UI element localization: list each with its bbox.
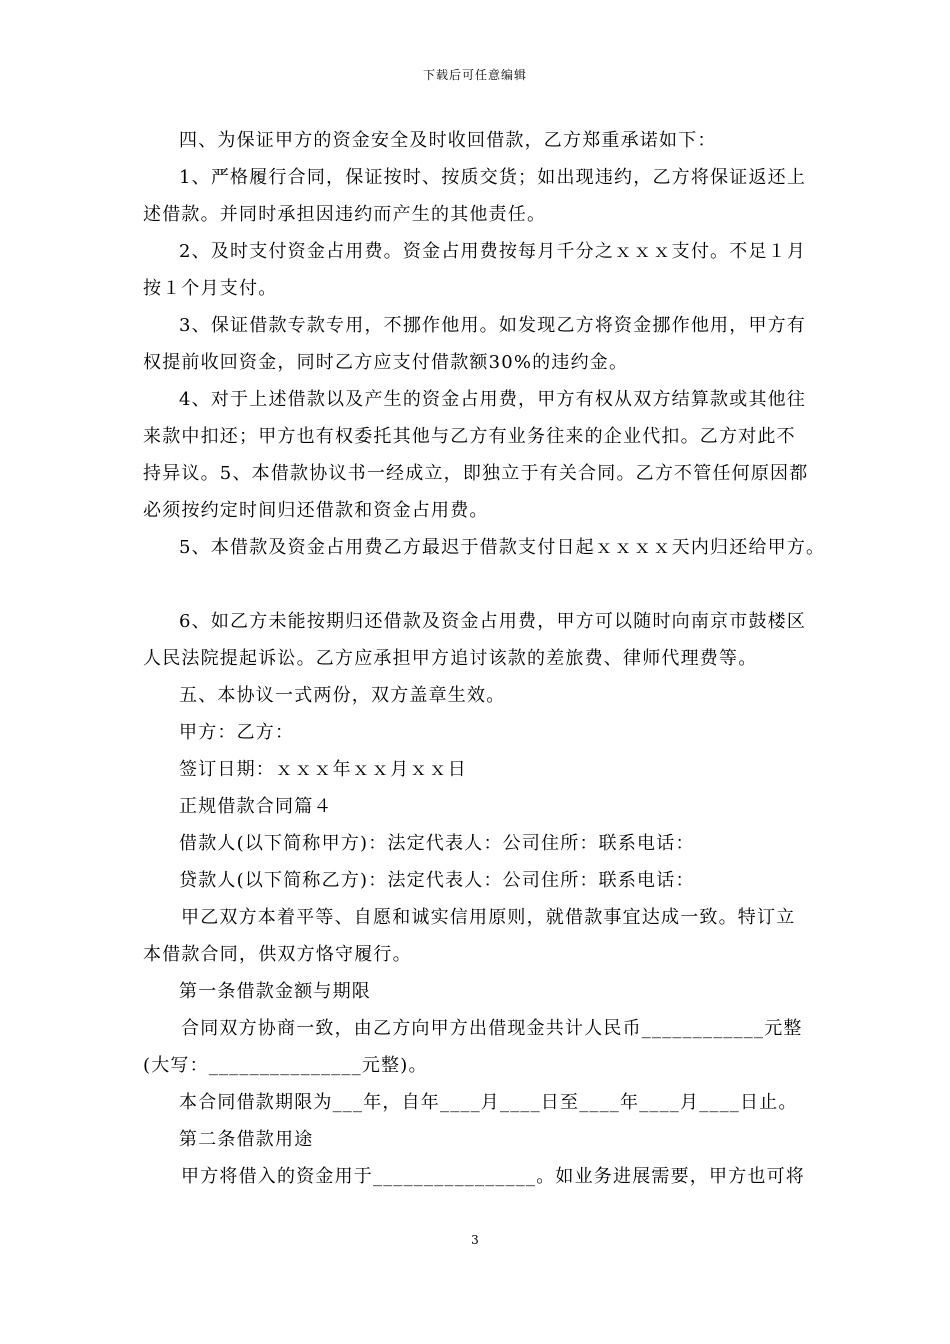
- paragraph-line: 本借款合同，供双方恪守履行。: [143, 944, 412, 965]
- article-heading: 第二条借款用途: [179, 1129, 314, 1150]
- paragraph-line: 合同双方协商一致，由乙方向甲方出借现金共计人民币____________元整: [181, 1018, 803, 1039]
- paragraph-line: 签订日期：ｘｘｘ年ｘｘ月ｘｘ日: [179, 759, 467, 780]
- paragraph-line: 甲方将借入的资金用于________________。如业务进展需要，甲方也可将: [181, 1166, 805, 1187]
- paragraph-line: 6、如乙方未能按期归还借款及资金占用费，甲方可以随时向南京市鼓楼区: [179, 611, 807, 632]
- paragraph-line: 贷款人(以下简称乙方)：法定代表人：公司住所：联系电话：: [179, 870, 695, 891]
- paragraph-line: 来款中扣还；甲方也有权委托其他与乙方有业务往来的企业代扣。乙方对此不: [143, 426, 796, 447]
- page-number: 3: [471, 1233, 479, 1247]
- paragraph-line: 四、为保证甲方的资金安全及时收回借款，乙方郑重承诺如下：: [179, 130, 717, 151]
- paragraph-line: 本合同借款期限为___年，自年____月____日至____年____月____日止。: [179, 1092, 798, 1113]
- paragraph-spacer: [143, 566, 815, 603]
- paragraph-line: 持异议。5、本借款协议书一经成立，即独立于有关合同。乙方不管任何原因都: [143, 463, 809, 484]
- paragraph-line: 甲方：乙方：: [179, 722, 295, 743]
- article-heading: 第一条借款金额与期限: [179, 981, 371, 1002]
- paragraph-line: 甲乙双方本着平等、自愿和诚实信用原则，就借款事宜达成一致。特订立: [181, 907, 796, 928]
- page-header: 下载后可任意编辑: [422, 68, 527, 82]
- paragraph-line: 5、本借款及资金占用费乙方最迟于借款支付日起ｘｘｘｘ天内归还给甲方。: [179, 537, 826, 558]
- document-body: [143, 122, 826, 1195]
- paragraph-line: 权提前收回资金，同时乙方应支付借款额30%的违约金。: [143, 352, 629, 373]
- paragraph-line: 人民法院提起诉讼。乙方应承担甲方追讨该款的差旅费、律师代理费等。: [143, 648, 758, 669]
- paragraph-line: 述借款。并同时承担因违约而产生的其他责任。: [143, 204, 547, 225]
- paragraph-line: 3、保证借款专款专用，不挪作他用。如发现乙方将资金挪作他用，甲方有: [179, 315, 807, 336]
- paragraph-line: 1、严格履行合同，保证按时、按质交货；如出现违约，乙方将保证返还上: [179, 167, 807, 188]
- paragraph-line: 按１个月支付。: [143, 278, 278, 299]
- paragraph-line: 借款人(以下简称甲方)：法定代表人：公司住所：联系电话：: [179, 833, 695, 854]
- paragraph-line: 2、及时支付资金占用费。资金占用费按每月千分之ｘｘｘ支付。不足１月: [179, 241, 807, 262]
- paragraph-line: 五、本协议一式两份，双方盖章生效。: [179, 685, 506, 706]
- paragraph-line: 4、对于上述借款以及产生的资金占用费，甲方有权从双方结算款或其他往: [179, 389, 807, 410]
- paragraph-line: (大写：_______________元整)。: [143, 1055, 428, 1076]
- paragraph-line: 必须按约定时间归还借款和资金占用费。: [143, 500, 489, 521]
- section-title: 正规借款合同篇４: [179, 796, 333, 817]
